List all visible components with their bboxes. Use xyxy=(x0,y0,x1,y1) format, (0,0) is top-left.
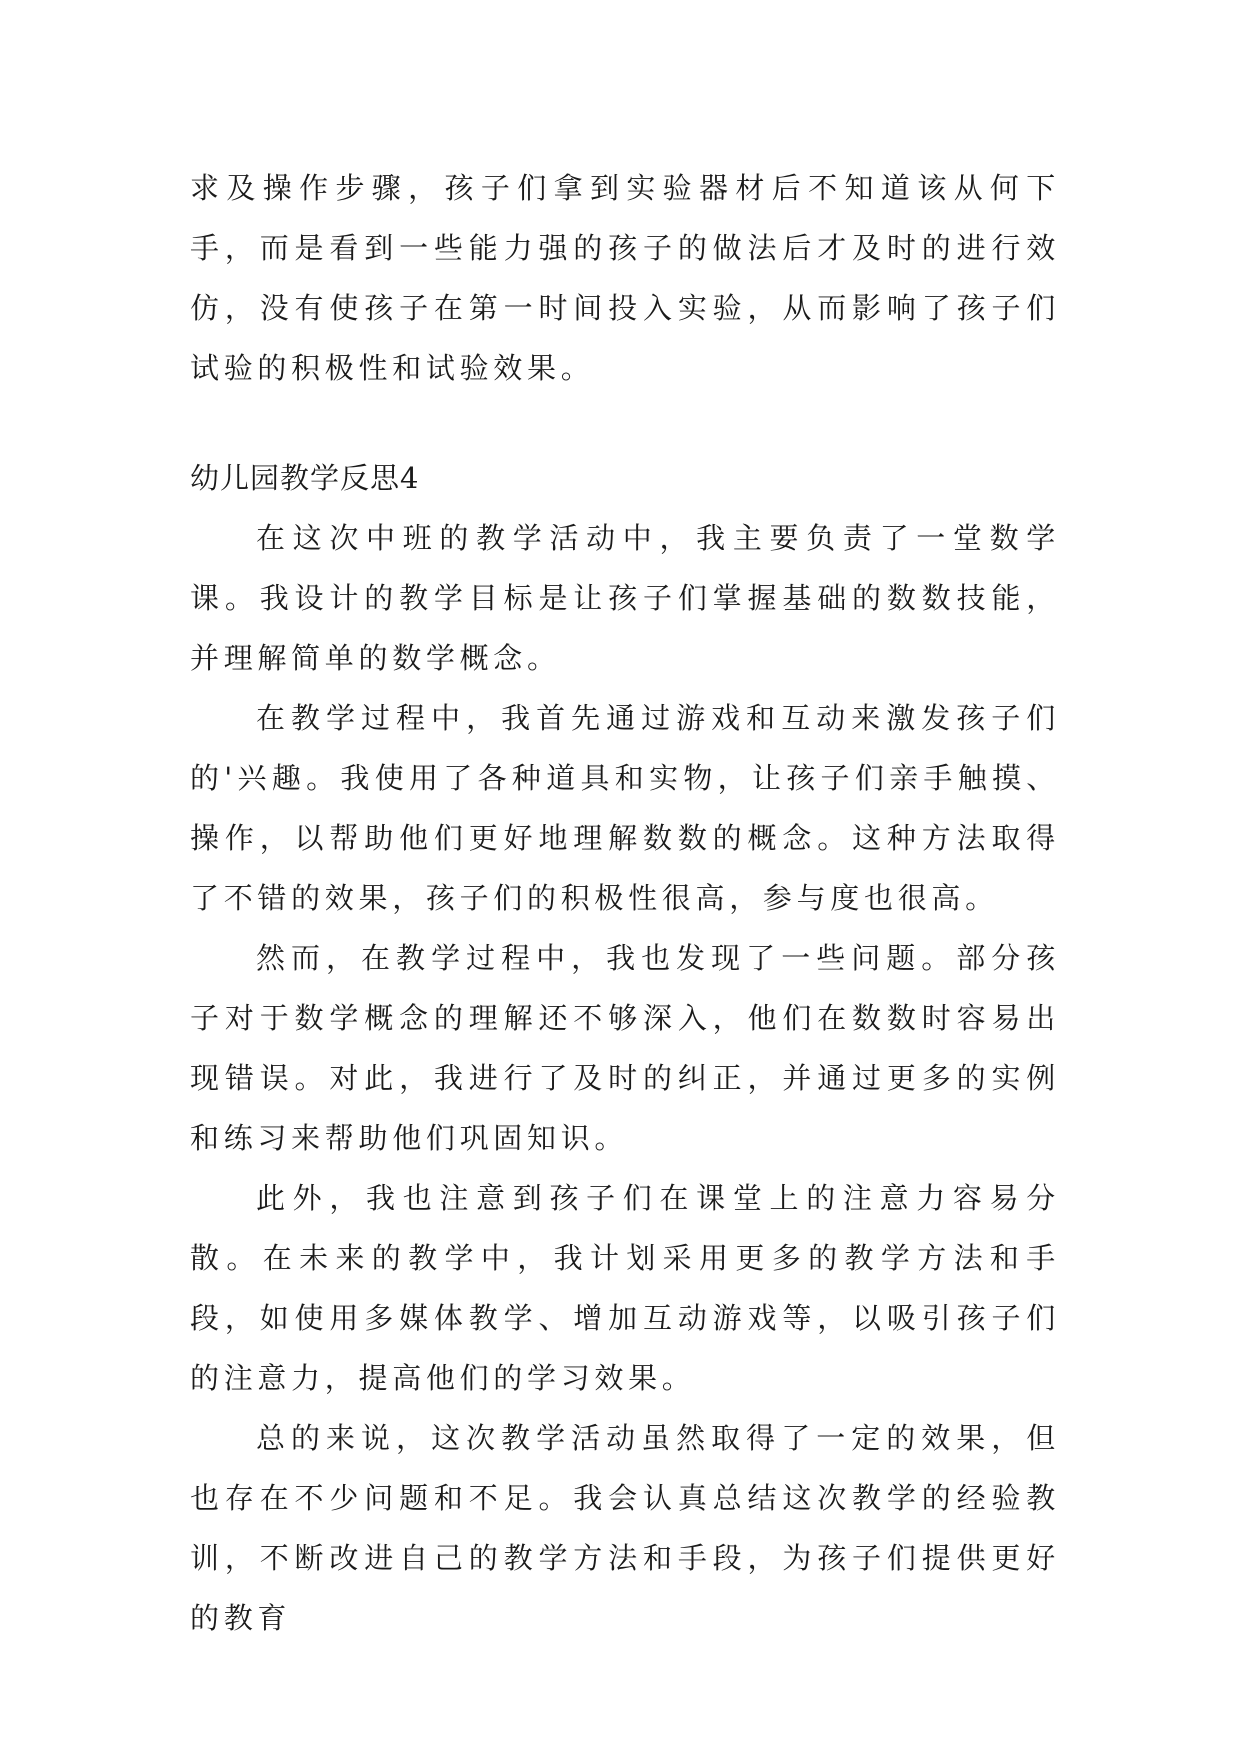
continuation-paragraph: 求及操作步骤，孩子们拿到实验器材后不知道该从何下手，而是看到一些能力强的孩子的做法后才及时的进行效仿，没有使孩子在第一时间投入实验，从而影响了孩子们试验的积极性和试验效果。 xyxy=(190,171,1060,385)
section-title: 幼儿园教学反思4 xyxy=(190,461,420,495)
document-body xyxy=(190,158,1060,1648)
paragraph-3: 然而，在教学过程中，我也发现了一些问题。部分孩子对于数学概念的理解还不够深入，他们在数数时容易出现错误。对此，我进行了及时的纠正，并通过更多的实例和练习来帮助他们巩固知识。 xyxy=(190,941,1060,1155)
paragraph-4: 此外，我也注意到孩子们在课堂上的注意力容易分散。在未来的教学中，我计划采用更多的教学方法和手段，如使用多媒体教学、增加互动游戏等，以吸引孩子们的注意力，提高他们的学习效果。 xyxy=(190,1181,1060,1395)
paragraph-2: 在教学过程中，我首先通过游戏和互动来激发孩子们的'兴趣。我使用了各种道具和实物，让孩子们亲手触摸、操作，以帮助他们更好地理解数数的概念。这种方法取得了不错的效果，孩子们的积极性很高，参与度也很高。 xyxy=(190,701,1060,915)
paragraph-5: 总的来说，这次教学活动虽然取得了一定的效果，但也存在不少问题和不足。我会认真总结这次教学的经验教训，不断改进自己的教学方法和手段，为孩子们提供更好的教育 xyxy=(190,1421,1060,1635)
paragraph-1: 在这次中班的教学活动中，我主要负责了一堂数学课。我设计的教学目标是让孩子们掌握基础的数数技能，并理解简单的数学概念。 xyxy=(190,521,1060,675)
